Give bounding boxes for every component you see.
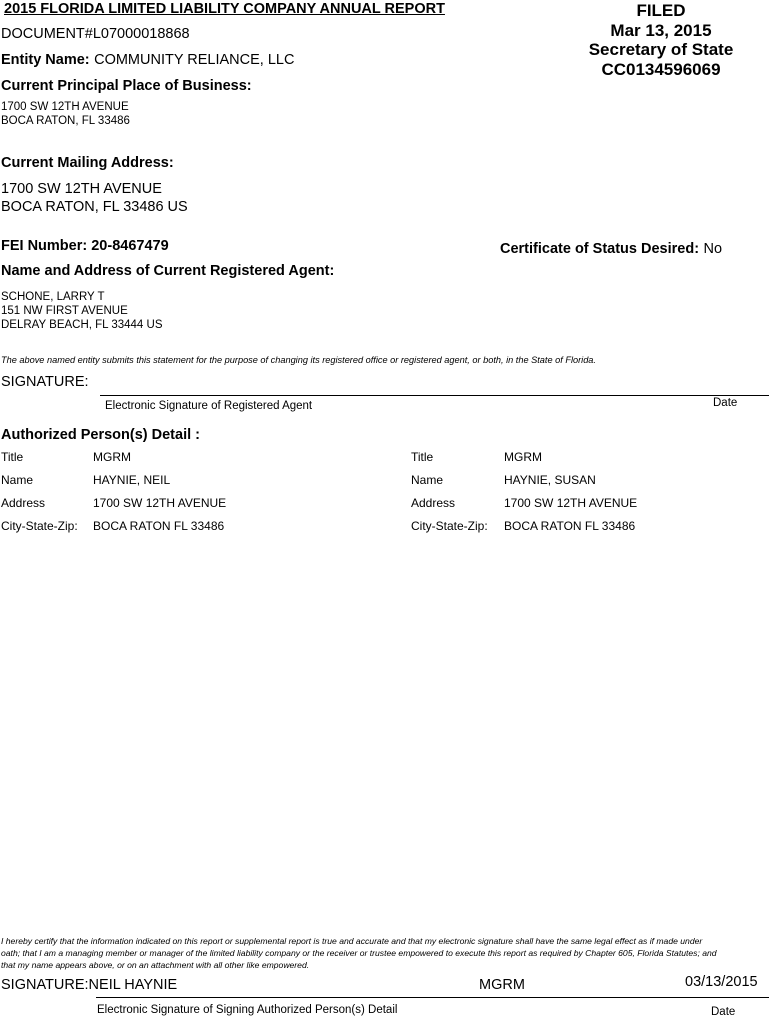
certificate-label: Certificate of Status Desired:: [500, 241, 700, 257]
report-title: 2015 FLORIDA LIMITED LIABILITY COMPANY ANNUAL REPORT: [4, 1, 445, 17]
person1-address: 1700 SW 12TH AVENUE: [93, 496, 227, 510]
principal-place-address: [1, 100, 130, 128]
final-signature-date: 03/13/2015: [685, 974, 758, 990]
certification-line2: oath; that I am a managing member or manager of the limited liability company or the receiver or trustee empowered to execute this report as required by Chapter 605, Florida Statutes; and: [1, 948, 717, 958]
authorized-persons-heading: Authorized Person(s) Detail :: [1, 427, 200, 443]
filed-stamp: [566, 1, 756, 79]
fei-label: FEI Number:: [1, 238, 88, 254]
fei-number: 20-8467479: [91, 238, 169, 254]
mailing-address-line1: 1700 SW 12TH AVENUE: [1, 181, 162, 197]
agent-address-line2: DELRAY BEACH, FL 33444 US: [1, 319, 163, 331]
document-number-row: [1, 25, 190, 43]
person1-name: HAYNIE, NEIL: [93, 473, 171, 487]
person2-title: MGRM: [504, 450, 542, 464]
person1-title: MGRM: [93, 450, 131, 464]
final-signer: NEIL HAYNIE: [88, 977, 178, 993]
agent-signature-caption: Electronic Signature of Registered Agent: [105, 400, 313, 412]
mailing-address-label: Current Mailing Address:: [1, 155, 174, 171]
filed-date: Mar 13, 2015: [610, 20, 712, 40]
agent-signature-line: [100, 395, 769, 396]
fei-row: [1, 238, 169, 254]
mailing-address: [1, 180, 188, 216]
certificate-value: No: [703, 241, 723, 257]
registered-agent-label: Name and Address of Current Registered Agent:: [1, 263, 335, 279]
agent-signature-date-label: Date: [713, 397, 738, 409]
agent-signature-label: SIGNATURE:: [1, 374, 89, 390]
filed-office: Secretary of State: [588, 40, 734, 59]
final-signature-line: [96, 997, 769, 998]
person2-address-label: Address: [411, 496, 456, 510]
certificate-row: [500, 240, 722, 258]
person2-name-label: Name: [411, 473, 444, 487]
person2-title-label: Title: [411, 450, 434, 464]
final-signature-caption: Electronic Signature of Signing Authorized Person(s) Detail: [97, 1004, 398, 1016]
person1-csz-label: City-State-Zip:: [1, 519, 78, 533]
entity-name-row: [1, 51, 294, 69]
person2-name: HAYNIE, SUSAN: [504, 473, 596, 487]
principal-address-line1: 1700 SW 12TH AVENUE: [1, 101, 129, 113]
person2-csz: BOCA RATON FL 33486: [504, 519, 636, 533]
person1-csz: BOCA RATON FL 33486: [93, 519, 225, 533]
person1-title-label: Title: [1, 450, 24, 464]
person2-address: 1700 SW 12TH AVENUE: [504, 496, 638, 510]
final-signature-label: SIGNATURE:: [1, 977, 89, 993]
agent-address-line1: 151 NW FIRST AVENUE: [1, 305, 128, 317]
final-signer-title: MGRM: [479, 977, 525, 993]
final-signature-row: [1, 977, 177, 993]
entity-name-label: Entity Name:: [1, 52, 90, 68]
document-number: L07000018868: [92, 26, 190, 42]
principal-address-line2: BOCA RATON, FL 33486: [1, 115, 130, 127]
person2-csz-label: City-State-Zip:: [411, 519, 488, 533]
filed-status: FILED: [636, 1, 686, 20]
entity-name: COMMUNITY RELIANCE, LLC: [94, 52, 295, 68]
person1-address-label: Address: [1, 496, 46, 510]
certification-text: [1, 935, 717, 971]
agent-name: SCHONE, LARRY T: [1, 291, 105, 303]
principal-place-label: Current Principal Place of Business:: [1, 78, 252, 94]
certification-line3: that my name appears above, or on an attachment with all other like empowered.: [1, 960, 310, 970]
certification-line1: I hereby certify that the information indicated on this report or supplemental report is true and accurate and that my electronic signature shall have the same legal effect as if made under: [1, 936, 703, 946]
registered-agent-block: [1, 290, 163, 332]
document-label: DOCUMENT#: [1, 26, 93, 42]
agent-statement: The above named entity submits this statement for the purpose of changing its registered office or registered agent, or both, in the State of Florida.: [1, 355, 596, 365]
mailing-address-line2: BOCA RATON, FL 33486 US: [1, 199, 188, 215]
final-signature-date-label: Date: [711, 1006, 736, 1018]
filed-code: CC0134596069: [601, 59, 721, 79]
person1-name-label: Name: [1, 473, 34, 487]
